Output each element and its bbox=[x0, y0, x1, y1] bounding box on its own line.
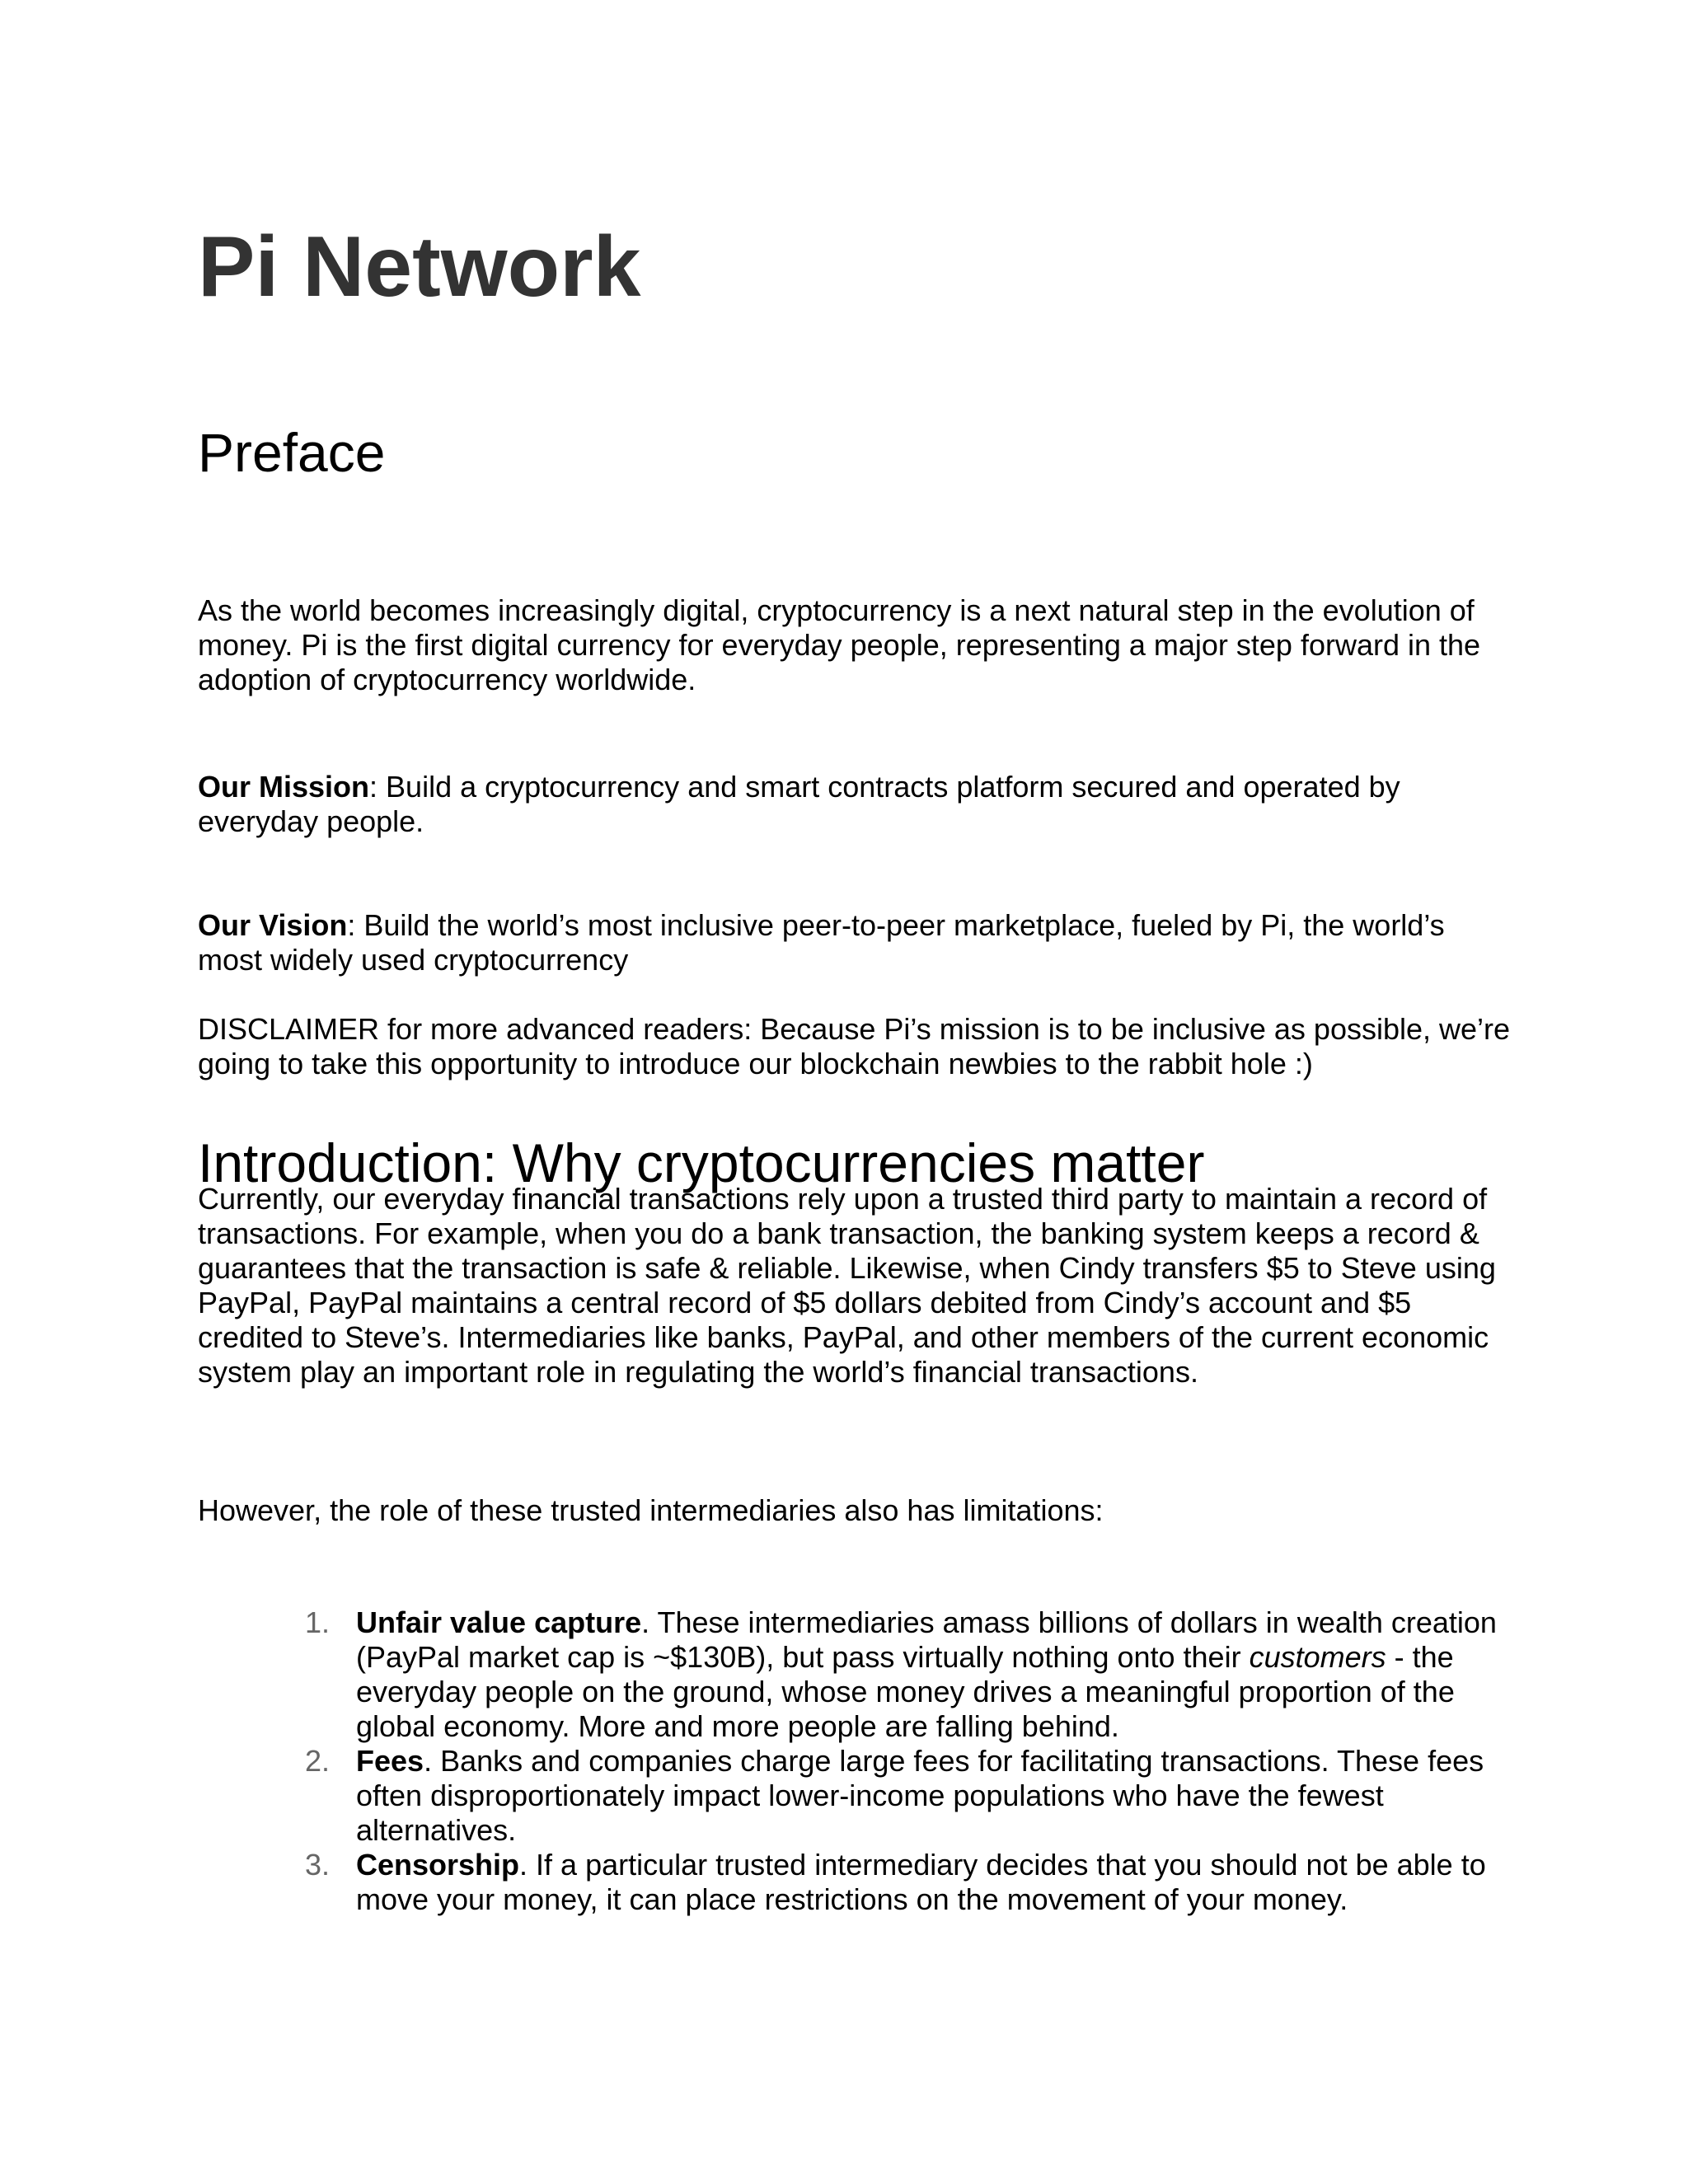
limitations-intro: However, the role of these trusted intermediaries also has limitations: bbox=[198, 1493, 1104, 1527]
list-item-text: . These intermediaries amass billions of dollars in wealth creation (PayPal market cap is ~$130B), but pass virtually nothing onto their bbox=[356, 1605, 1497, 1674]
document-title: Pi Network bbox=[198, 219, 641, 315]
list-item-number: 2. bbox=[305, 1744, 331, 1778]
intro-paragraph: Currently, our everyday financial transactions rely upon a trusted third party to maintain a record of transactions. For example, when you do a bank transaction, the banking system keeps a record & guarantees that the transaction is safe & reliable. Likewise, when Cindy transfers $5 to Steve using PayPal, PayPal maintains a central record of $5 dollars debited from Cindy’s account and $5 credited to Steve’s. Intermediaries like banks, PayPal, and other members of the current economic system play an important role in regulating the world’s financial transactions. bbox=[198, 1182, 1496, 1389]
disclaimer-paragraph: DISCLAIMER for more advanced readers: Because Pi’s mission is to be inclusive as possible, we’re going to take this opportunity to introduce our blockchain newbies to the rabbit hole :) bbox=[198, 1012, 1511, 1080]
vision-paragraph bbox=[198, 908, 1517, 977]
list-item-label: Unfair value capture bbox=[356, 1605, 642, 1639]
list-item-text: . Banks and companies charge large fees for facilitating transactions. These fees often disproportionately impact lower-income populations who have the fewest alternatives. bbox=[356, 1744, 1484, 1847]
mission-label: Our Mission bbox=[198, 770, 370, 804]
list-item bbox=[198, 1605, 1517, 1744]
list-item-number: 1. bbox=[305, 1605, 331, 1639]
list-item-label: Censorship bbox=[356, 1848, 520, 1882]
list-item-number: 3. bbox=[305, 1848, 331, 1882]
list-item-text: . If a particular trusted intermediary decides that you should not be able to move your money, it can place restrictions on the movement of your money. bbox=[356, 1848, 1486, 1916]
mission-paragraph bbox=[198, 770, 1517, 839]
list-item bbox=[198, 1848, 1517, 1917]
list-item-text: - the everyday people on the ground, whose money drives a meaningful proportion of the global economy. More and more people are falling behind. bbox=[356, 1640, 1455, 1743]
list-item-label: Fees bbox=[356, 1744, 424, 1778]
list-item bbox=[198, 1744, 1517, 1848]
preface-paragraph: As the world becomes increasingly digital, cryptocurrency is a next natural step in the evolution of money. Pi is the first digital currency for everyday people, representing a major step forward in the adoption of cryptocurrency worldwide. bbox=[198, 593, 1481, 696]
intro-heading: Introduction: Why cryptocurrencies matter bbox=[198, 1132, 1205, 1193]
vision-text: : Build the world’s most inclusive peer-to-peer marketplace, fueled by Pi, the world’s most widely used cryptocurrency bbox=[198, 908, 1445, 977]
limitations-list bbox=[198, 1605, 1517, 1917]
list-item-italic: customers bbox=[1249, 1640, 1386, 1674]
mission-text: : Build a cryptocurrency and smart contracts platform secured and operated by everyday people. bbox=[198, 770, 1400, 838]
vision-label: Our Vision bbox=[198, 908, 348, 942]
preface-heading: Preface bbox=[198, 422, 386, 483]
